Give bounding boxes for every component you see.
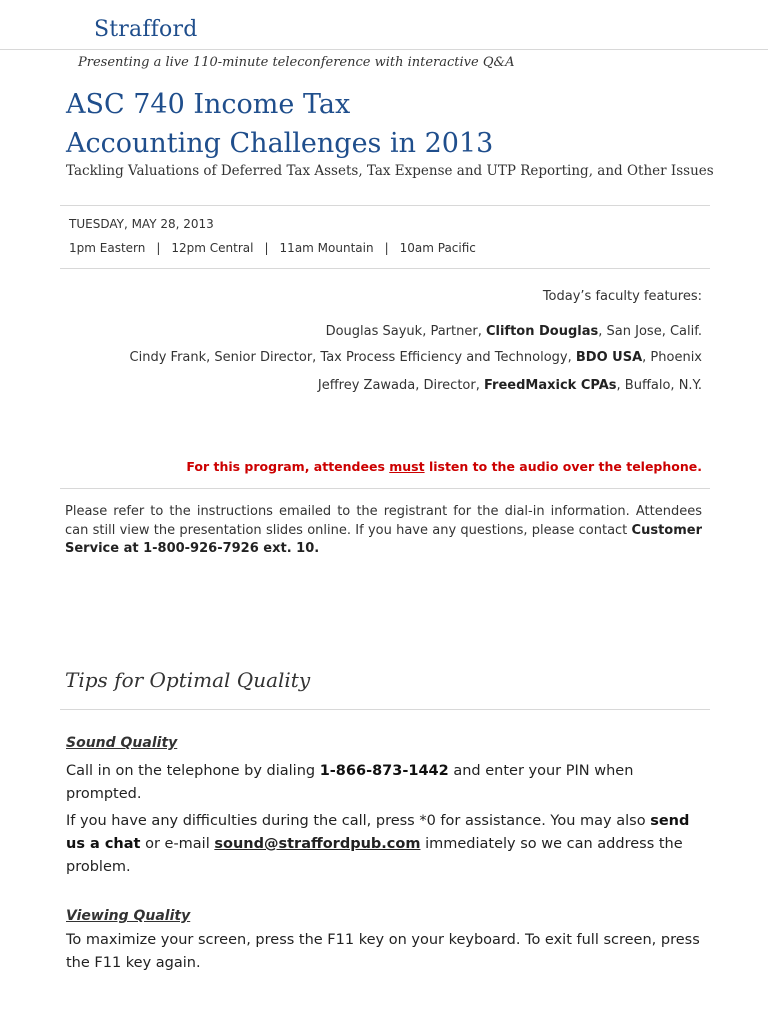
header-divider: [0, 49, 768, 50]
dial-in-number: 1-866-873-1442: [319, 763, 449, 779]
strafford-logo: Strafford: [94, 17, 198, 42]
chat-link[interactable]: send us a chat: [66, 813, 690, 852]
time-separator: |: [264, 241, 269, 255]
sound-quality-heading: Sound Quality: [66, 735, 178, 751]
divider: [60, 205, 710, 206]
page-title-line1: ASC 740 Income Tax: [66, 89, 351, 120]
viewing-paragraph: To maximize your screen, press the F11 key on your keyboard. To exit full screen, press the F11 key again.: [66, 932, 700, 971]
sound-paragraph-help: If you have any difficulties during the call, press *0 for assistance. You may also send us a chat or e-mail sound@straffordpub.com immediately so we can address the problem.: [66, 813, 690, 875]
customer-service-contact: Customer Service at 1-800-926-7926 ext. 10.: [65, 522, 702, 556]
time-eastern: 1pm Eastern: [69, 241, 146, 255]
tagline: Presenting a live 110-minute teleconference with interactive Q&A: [78, 55, 515, 70]
faculty-member: Jeffrey Zawada, Director, FreedMaxick CPAs, Buffalo, N.Y.: [317, 378, 702, 393]
divider: [60, 488, 710, 489]
notice-emphasis: must: [389, 459, 425, 474]
time-separator: |: [156, 241, 161, 255]
time-mountain: 11am Mountain: [279, 241, 374, 255]
faculty-org: Clifton Douglas: [485, 324, 599, 339]
faculty-org: FreedMaxick CPAs: [484, 378, 617, 393]
audio-notice: For this program, attendees must listen to the audio over the telephone.: [186, 459, 702, 474]
divider: [60, 268, 710, 269]
faculty-member: Cindy Frank, Senior Director, Tax Process Efficiency and Technology, BDO USA, Phoenix: [129, 350, 702, 365]
divider: [60, 709, 710, 710]
sound-email-link[interactable]: sound@straffordpub.com: [214, 836, 421, 852]
event-date: TUESDAY, MAY 28, 2013: [69, 217, 214, 231]
sound-paragraph-dialing: Call in on the telephone by dialing 1-866-873-1442 and enter your PIN when prompted.: [66, 763, 634, 802]
faculty-heading: Today’s faculty features:: [542, 289, 702, 304]
page-title-line2: Accounting Challenges in 2013: [66, 128, 494, 159]
time-central: 12pm Central: [171, 241, 254, 255]
time-separator: |: [384, 241, 389, 255]
event-times: [69, 241, 476, 255]
faculty-member: Douglas Sayuk, Partner, Clifton Douglas, San Jose, Calif.: [325, 324, 702, 339]
tips-heading: Tips for Optimal Quality: [65, 668, 311, 692]
viewing-quality-heading: Viewing Quality: [66, 908, 191, 924]
faculty-org: BDO USA: [575, 350, 643, 365]
time-pacific: 10am Pacific: [399, 241, 476, 255]
page-subtitle: Tackling Valuations of Deferred Tax Assets, Tax Expense and UTP Reporting, and Other Issues: [66, 163, 714, 179]
dial-in-instructions: Please refer to the instructions emailed to the registrant for the dial-in information. Attendees can still view the presentation slides online. If you have any questions, please contact Customer Service at 1-800-926-7926 ext. 10.: [65, 504, 702, 556]
